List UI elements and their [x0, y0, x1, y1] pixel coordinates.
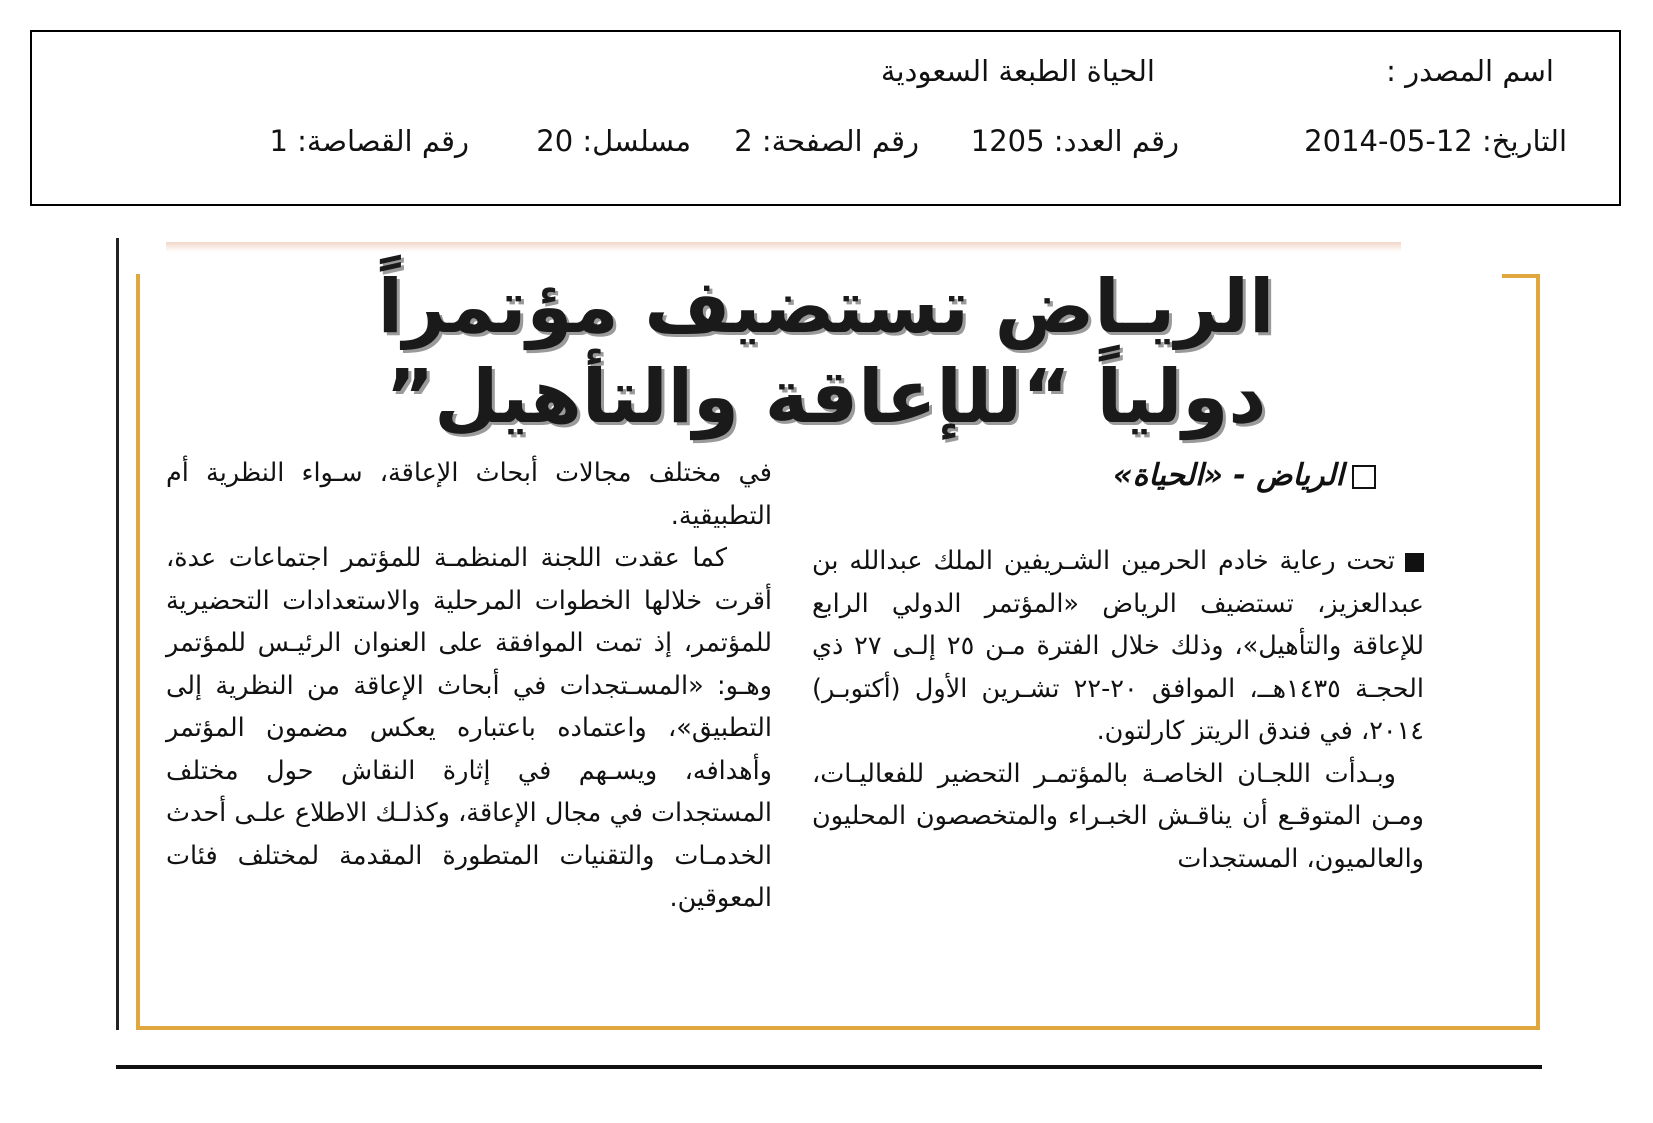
- issue-number-field: رقم العدد: 1205: [970, 124, 1179, 158]
- bottom-rule: [116, 1065, 1542, 1069]
- page-number-field: رقم الصفحة: 2: [734, 124, 919, 158]
- headline-line-1: الريـاض تستضيف مؤتمراً: [377, 264, 1275, 350]
- article-paragraph: وبـدأت اللجـان الخاصـة بالمؤتمـر التحضير للفعاليـات، ومـن المتوقـع أن يناقـش الخبـراء والمتخصصون المحليون والعالميون، المستجدات: [812, 758, 1424, 874]
- clipping-left-rule: [116, 238, 119, 1030]
- article-left-column: [166, 452, 772, 920]
- clipping-top-shadow: [166, 242, 1401, 252]
- serial-field: مسلسل: 20: [536, 124, 691, 158]
- article-paragraph-text: تحت رعاية خادم الحرمين الشـريفين الملك عبدالله بن عبدالعزيز، تستضيف الرياض «المؤتمر الدولي الرابع للإعاقة والتأهيل»، وذلك خلال الفترة مـن ٢٥ إلـى ٢٧ ذي الحجـة ١٤٣٥هــ، الموافق ٢٠-٢٢ تشـرين الأول (أكتوبـر) ٢٠١٤، في فندق الريتز كارلتون.: [812, 546, 1424, 746]
- source-label: اسم المصدر :: [1386, 54, 1554, 88]
- dateline-text: الرياض - «الحياة»: [1113, 458, 1344, 493]
- paragraph-bullet-icon: [1405, 553, 1424, 572]
- source-value: الحياة الطبعة السعودية: [880, 54, 1155, 88]
- newspaper-clipping: [116, 238, 1544, 1034]
- article-right-column: [812, 540, 1424, 880]
- clip-number-field: رقم القصاصة: 1: [269, 124, 469, 158]
- headline-line-2: دولياً “للإعاقة والتأهيل”: [385, 354, 1267, 440]
- date-field: التاريخ: 12-05-2014: [1304, 124, 1567, 158]
- article-paragraph: كما عقدت اللجنة المنظمـة للمؤتمر اجتماعات عدة، أقرت خلالها الخطوات المرحلية والاستعدادات التحضيرية للمؤتمر، إذ تمت الموافقة على العنوان الرئيـس للمؤتمر وهـو: «المسـتجدات في أبحاث الإعاقة من النظرية إلى التطبيق»، واعتماده باعتباره يعكس مضمون المؤتمر وأهدافه، ويسـهم في إثارة النقاش حول مختلف المستجدات في مجال الإعاقة، وكذلـك الاطلاع علـى أحدث الخدمـات والتقنيات المتطورة المقدمة لمختلف فئات المعوقين.: [166, 543, 772, 913]
- clipping-info-box: [30, 30, 1621, 206]
- dateline: [1113, 458, 1376, 493]
- article-paragraph: في مختلف مجالات أبحاث الإعاقة، سـواء النظرية أم التطبيقية.: [166, 458, 772, 531]
- article-frame-corner: [1502, 274, 1540, 278]
- article-paragraph: [812, 540, 1424, 753]
- dateline-box-icon: [1352, 465, 1376, 489]
